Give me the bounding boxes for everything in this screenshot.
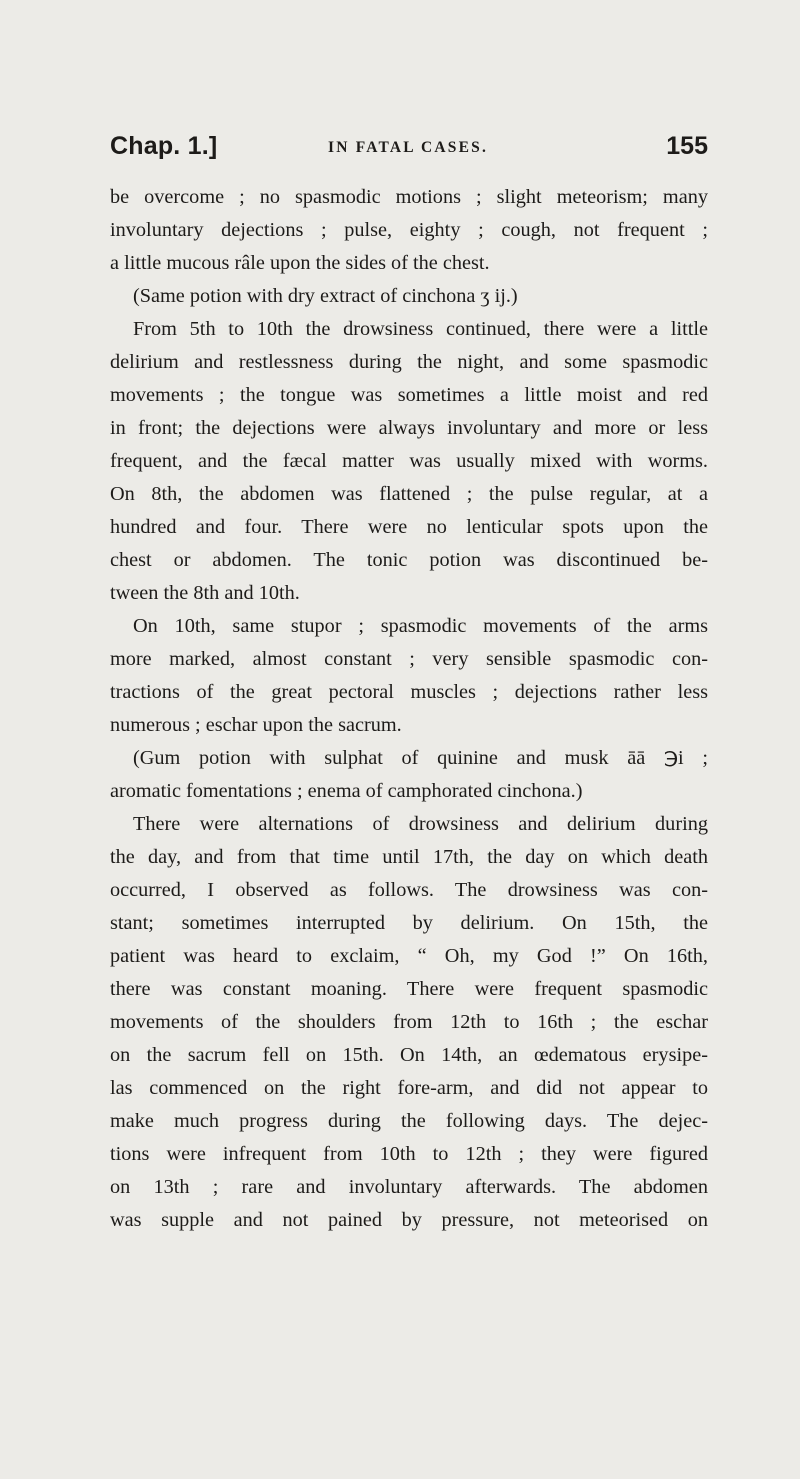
text-line: tions were infrequent from 10th to 12th ; they were figured [110,1143,708,1165]
page-number: 155 [666,132,708,160]
text-line: hundred and four. There were no lenticular spots upon the [110,516,708,538]
text-line: chest or abdomen. The tonic potion was discontinued be- [110,549,708,571]
running-header [110,130,708,170]
text-line: occurred, I observed as follows. The drowsiness was con- [110,879,708,901]
text-line: involuntary dejections ; pulse, eighty ; cough, not frequent ; [110,219,708,241]
text-line: patient was heard to exclaim, “ Oh, my God !” On 16th, [110,945,708,967]
text-line: numerous ; eschar upon the sacrum. [110,714,402,736]
text-line: on the sacrum fell on 15th. On 14th, an œdematous erysipe- [110,1044,708,1066]
chapter-label: Chap. 1.] [110,132,218,160]
text-line: movements ; the tongue was sometimes a little moist and red [110,384,708,406]
text-line: on 13th ; rare and involuntary afterwards. The abdomen [110,1176,708,1198]
text-line: be overcome ; no spasmodic motions ; slight meteorism; many [110,186,708,208]
text-line: in front; the dejections were always involuntary and more or less [110,417,708,439]
text-line: frequent, and the fæcal matter was usually mixed with worms. [110,450,708,472]
text-line: a little mucous râle upon the sides of the chest. [110,252,490,274]
text-line: delirium and restlessness during the night, and some spasmodic [110,351,708,373]
text-line: there was constant moaning. There were frequent spasmodic [110,978,708,1000]
body-text [110,181,708,1237]
text-line: tween the 8th and 10th. [110,582,300,604]
text-line: (Same potion with dry extract of cinchona ʒ ij.) [133,285,518,307]
text-line: (Gum potion with sulphat of quinine and musk āā ℈i ; [133,747,708,769]
text-line: make much progress during the following days. The dejec- [110,1110,708,1132]
text-line: the day, and from that time until 17th, the day on which death [110,846,708,868]
text-line: From 5th to 10th the drowsiness continued, there were a little [133,318,708,340]
text-line: las commenced on the right fore-arm, and did not appear to [110,1077,708,1099]
text-line: stant; sometimes interrupted by delirium. On 15th, the [110,912,708,934]
text-line: There were alternations of drowsiness and delirium during [133,813,708,835]
text-line: tractions of the great pectoral muscles ; dejections rather less [110,681,708,703]
text-line: more marked, almost constant ; very sensible spasmodic con- [110,648,708,670]
text-line: On 8th, the abdomen was flattened ; the pulse regular, at a [110,483,708,505]
text-line: On 10th, same stupor ; spasmodic movements of the arms [133,615,708,637]
text-line: was supple and not pained by pressure, not meteorised on [110,1209,708,1231]
running-title: IN FATAL CASES. [328,139,489,156]
text-line: aromatic fomentations ; enema of camphorated cinchona.) [110,780,583,802]
text-line: movements of the shoulders from 12th to 16th ; the eschar [110,1011,708,1033]
